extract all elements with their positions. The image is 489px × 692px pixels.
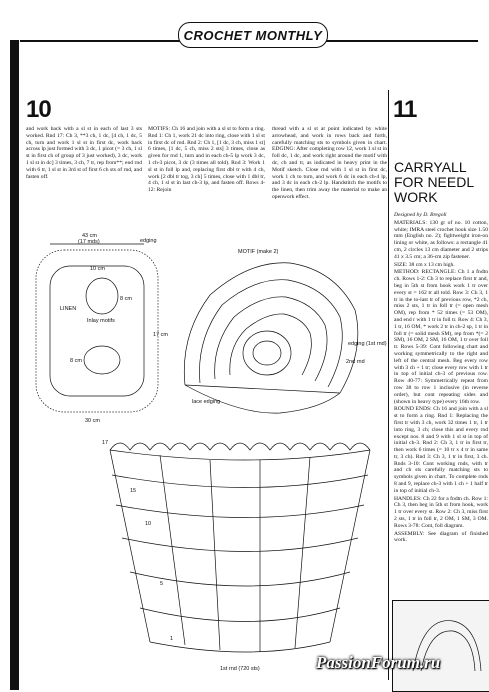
motif-size-c: 8 cm [70, 358, 82, 364]
motif-title: MOTIF (make 2) [238, 249, 279, 255]
linen-inner [50, 266, 144, 396]
motif-size-b: 8 cm [120, 296, 132, 302]
motif-size-a: 10 cm [90, 266, 105, 272]
round-ends-text: ROUND ENDS: Ch 16 and join with a sl st to form a ring. Rnd 1: Replacing the first tr with 3 ch, work 32 times 1 tr, 1 tr into ring, 3 ch; close this and every rnd except nos. 8 and 9 with 1 sl st in top of initial ch-3. Rnd 2: Ch 3, 1 tr in first tr, then work 6 times (= 10 tr x 4 tr in same tr, 3 ch). Rnd 3: Ch 3, 1 tr in first, 3 ch. Rnds 3-10: Cont working rnds, with tr and ch sts carefully matching sts to symbols given in chart. To complete rnds 8 and 9, replace ch-3 with 1 ch + 1 half tr in top of initial ch-3. [394, 406, 488, 494]
motif-diagram [170, 245, 387, 415]
title-line-1: CARRYALL [394, 159, 467, 175]
magazine-banner [178, 22, 328, 48]
watermark: PassionForum.ru [316, 653, 441, 672]
linen-diagram [30, 233, 170, 425]
assembly-text: ASSEMBLY: See diagram of finished work. [394, 530, 488, 544]
chart-row-1: 1 [170, 636, 174, 642]
edging-label-left: edging [140, 238, 157, 244]
materials-text: MATERIALS: 130 gr of no. 10 cotton, white; IMRA steel crochet hook size 1.50 mm (English no. 2); fightweight iron-on lining or white, as follows: a rectangle 41 cm, 2 circles 13 cm diameter and 2 strips 41 x 3.5 cm; a 36-cm zip fastener. [394, 219, 488, 260]
edging-1st-label: edging (1st rnd) [348, 341, 387, 347]
rnd-2-label: 2nd rnd [346, 359, 365, 365]
side-label: 17 cm [153, 332, 168, 338]
text-column-3 [272, 126, 387, 216]
col3-text: thread with a sl st at point indicated by white arrowhead, and work in rows back and forth, carefully matching sts to symbols given in chart. EDGING: After completing row 12, work 1 sl st in foll dc, 1 dc, and work right around the motif with dc, ch and tr, as indicated in heavy print in the Motif sketch. Close rnd with 1 sl st in first dc, work 1 ch to turn, and work 6 dc in each ch-4 lp, and 3 dc in each ch-2 lp. Handstitch the motifs to the linen, then trim away the material to make an openwork effect. [272, 126, 387, 200]
chart-row-10: 10 [145, 521, 152, 527]
text-column-4 [394, 212, 488, 592]
linen-label: LINEN [60, 306, 77, 312]
text-column-2 [148, 126, 265, 216]
method-text: METHOD: RECTANGLE: Ch 1 a fndtn ch. Rows 1-2: Ch 3 to replace first tr and, beg in 5th st from hook work 1 tr over every st = 162 tr all told. Row 3: Ch 3, 1 tr in the to-last tr of previous row, *2 ch, miss 2 sts, 1 tr in foll tr (= open mesh OM), rep from * 52 times (= 53 OM), and end r with 1 tr in foll tr. Row 4: Ch 3, 1 tr, 16 OM, * work 2 tr in ch-2 sp, 1 tr in foll tr (= solid mesh SM), rep from *(= 2 SM), 16 OM, 2 SM, 16 OM, 1 tr over foll tr. Rows 5-39: Cont following chart and working symmetrically to the right and left of the central mesh. Beg every row with 3 ch + 1 tr; close every row with 1 tr in top of initial ch-3 of previous row. Row 40-77: Symmetrically repeat from row 38 to row 1 inclusive (in reverse order), but cont repeating sides and (shown in heavy type) every 16th row. [394, 269, 488, 405]
designer-credit: Designed by D. Bregoli [394, 212, 447, 218]
title-line-2: FOR NEEDL [394, 174, 475, 190]
handles-text: HANDLES: Ch 22 for a fndtn ch. Row 1: Ch 3, then beg in 5th st from hook, work 1 tr over every st. Row 2: Ch 3, miss first 2 sts, 1 tr in foll tr, 2 OM, 1 SM, 3 OM. Rows 3-78: Cont, foll diagram. [394, 495, 488, 529]
bag-photo [392, 600, 489, 692]
linen-outline [36, 250, 158, 412]
section-number-11: 11 [393, 96, 417, 123]
chart-row-17: 17 [102, 440, 109, 446]
motif-chart [184, 263, 358, 413]
page-edge-bar [10, 40, 19, 690]
inlay-label: Inlay motifs [87, 318, 115, 324]
edging-chart [100, 430, 385, 675]
carryall-title [394, 160, 486, 205]
lace-edging-label: lace edging [192, 399, 221, 405]
width-label: 43 cm [82, 233, 97, 239]
bottom-label: 30 cm [85, 418, 100, 424]
width-sub-label: (17 mds) [78, 239, 100, 245]
col1-text: and work back with a sl st in each of last 3 sts worked. Rnd 17: Ch 3, **3 ch, 1 dc, [4 ch, 1 dc, 5 ch, turn and work 1 sl st in first dc, work back across lp just formed with 3 dc, 1 picot (= 3 ch, 1 sl st in first ch of group of 3 just worked), 3 dc, work 1 sl st in dc] 3 times, 3 ch, 7 tr, rep from**; end rnd with 6 tr, 1 sl st in 3rd st of first 6 ch sts of rnd, and fasten off. [26, 126, 142, 180]
magazine-title: CROCHET MONTHLY [183, 27, 323, 43]
col2-text: MOTIFS: Ch 16 and join with a sl st to form a ring. Rnd 1: Ch 1, work 21 dc into ring, close with 1 sl st in first dc of rnd. Rnd 2: Ch 1, [1 dc, 3 ch, miss 1 st] 6 times, [1 dc, 5 ch, miss 2 sts] 3 times, close as given for rnd 1, turn and in each ch-5 lp work 3 dc, 1 ch-3 picot, 3 dc (3 times all told). Rnd 3: Work 1 sl st in foll lp and, replacing first dbl tr with 4 ch, work [2 dbl tr tog, 3 ch] 5 times, close with 1 dbl tr, 4 ch, 1 sl st in last ch-3 lp, and fasten off. Rows 4-12: Rejoin [148, 126, 265, 194]
first-rnd-label: 1st rnd (720 sts) [220, 666, 260, 672]
section-number-10: 10 [26, 96, 51, 123]
inlay-motif-bottom [84, 346, 120, 374]
edging-scallop-edge [110, 443, 370, 450]
chart-row-15: 15 [130, 488, 137, 494]
chart-row-5: 5 [160, 581, 164, 587]
text-column-1 [26, 126, 142, 180]
title-line-3: WORK [394, 189, 438, 205]
size-text: SIZE: 38 cm x 13 cm high. [394, 261, 455, 268]
column-divider [388, 90, 389, 680]
inlay-motif-top [86, 278, 118, 314]
